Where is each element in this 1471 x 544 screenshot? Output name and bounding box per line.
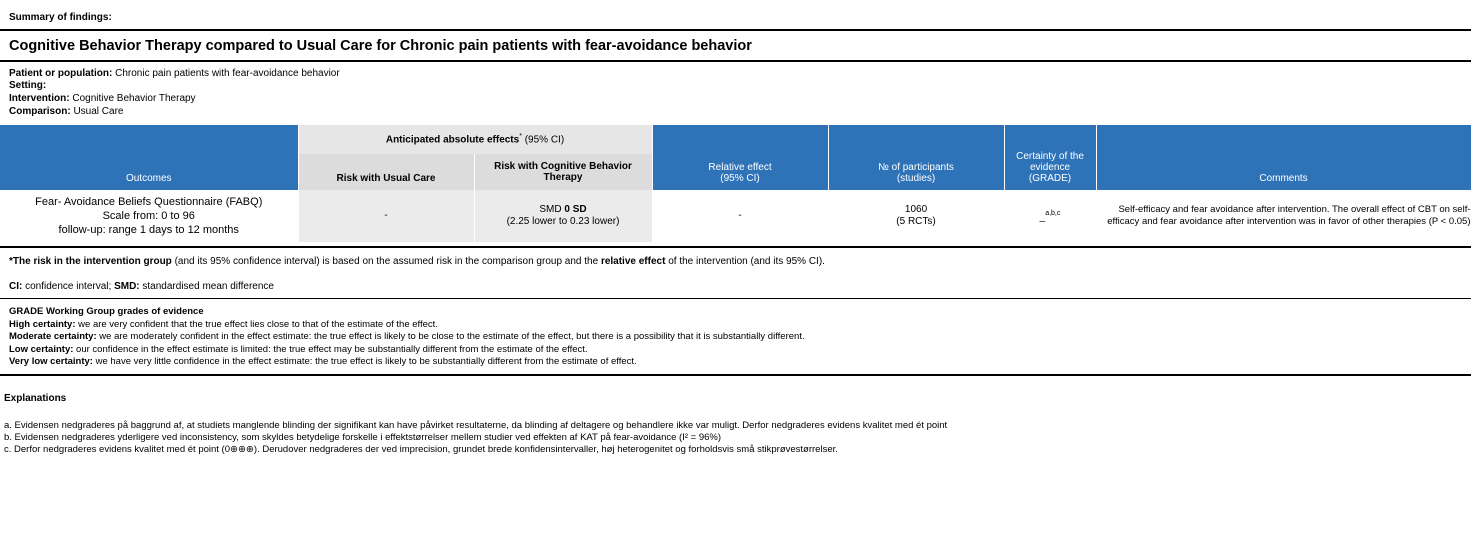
setting-line (9, 81, 46, 92)
comments-line1: Self-efficacy and fear avoidance after intervention. The overall effect of CBT on self- (1118, 204, 1471, 215)
explanation-item: b. Evidensen nedgraderes yderligere ved inconsistency, som skyldes betydelige forskelle i effektstørrelser mellem studier ved effekten af KAT på fear-avoidance (I² = 96%) (4, 432, 721, 443)
comparison-line (9, 107, 123, 118)
header-relative-line1: Relative effect (708, 162, 772, 173)
grade-text: we are moderately confident in the effect estimate: the true effect is likely to be close to the estimate of the effect, but there is a possibility that it is substantially different. (96, 331, 805, 342)
footnote-risk-text2: of the intervention (and its 95% CI). (665, 256, 825, 267)
grade-text: we are very confident that the true effect lies close to that of the estimate of the effect. (75, 318, 438, 330)
page-title: Cognitive Behavior Therapy compared to Usual Care for Chronic pain patients with fear-avoidance behavior (9, 38, 752, 54)
comments-cell (1096, 190, 1471, 242)
header-certainty-line3: (GRADE) (1028, 173, 1072, 184)
intervention-value: Cognitive Behavior Therapy (72, 93, 196, 104)
abbrev-smd-label: SMD: (114, 281, 140, 292)
risk-usual-cell: - (298, 190, 474, 242)
intervention-label: Intervention: (9, 93, 70, 104)
abbrev-smd-text: standardised mean difference (139, 281, 274, 292)
population-label: Patient or population: (9, 68, 113, 79)
grade-label: Very low certainty: (9, 356, 93, 367)
grade-line-moderate (9, 331, 805, 344)
summary-label: Summary of findings: (9, 12, 112, 23)
grade-label: Moderate certainty: (9, 331, 97, 342)
header-risk-cbt: Risk with Cognitive Behavior Therapy (474, 154, 652, 190)
outcome-scale: Scale from: 0 to 96 (102, 210, 195, 222)
comparison-label: Comparison: (9, 106, 71, 117)
header-anticipated-ci: (95% CI) (521, 134, 565, 146)
grade-text: we have very little confidence in the effect estimate: the true effect is likely to be substantially different from the estimate of effect. (92, 356, 637, 367)
grade-line-high (9, 319, 805, 332)
smd-value: 0 SD (564, 204, 587, 215)
certainty-rating: _ (1039, 211, 1046, 223)
header-anticipated-star: * (519, 133, 522, 141)
abbreviations (9, 281, 274, 292)
summary-table (0, 125, 1471, 242)
grade-section (9, 306, 805, 369)
comparison-value: Usual Care (73, 106, 124, 117)
relative-effect-cell: - (652, 190, 828, 242)
header-risk-usual: Risk with Usual Care (298, 154, 474, 190)
participants-count: 1060 (904, 204, 928, 215)
header-anticipated-effects (298, 125, 652, 154)
footnote-risk-bold2: relative effect (600, 256, 666, 267)
outcome-followup: follow-up: range 1 days to 12 months (58, 224, 239, 236)
abbrev-ci-label: CI: (9, 281, 23, 292)
header-relative-effect (652, 125, 828, 190)
grade-line-very-low (9, 356, 805, 369)
header-participants (828, 125, 1004, 190)
participants-cell (828, 190, 1004, 242)
intervention-line (9, 94, 196, 105)
header-comments: Comments (1096, 125, 1471, 190)
smd-range: (2.25 lower to 0.23 lower) (506, 216, 620, 227)
grade-line-low (9, 344, 805, 357)
explanation-item: c. Derfor nedgraderes evidens kvalitet med ét point (0⊕⊕⊕). Derudover nedgraderes der ved imprecision, grundet brede konfidensintervaller, høj heterogenitet og forholdsvis små stikprøvestørrelser. (4, 444, 838, 455)
population-line (9, 69, 340, 80)
header-certainty-line1: Certainty of the (1016, 151, 1084, 162)
footnote-risk (9, 256, 825, 267)
setting-label: Setting: (9, 80, 47, 91)
table-row (0, 190, 1471, 242)
outcome-cell (0, 190, 298, 242)
divider (0, 374, 1471, 376)
population-value: Chronic pain patients with fear-avoidance behavior (115, 68, 340, 79)
header-certainty (1004, 125, 1096, 190)
explanation-item: a. Evidensen nedgraderes på baggrund af, at studiets manglende blinding der signifikant kan have påvirket resultaterne, da blinding af deltagere og behandlere ikke var muligt. Derfor nedgraderes evidens kvalitet med ét point (4, 420, 948, 431)
divider (0, 60, 1471, 62)
grade-heading: GRADE Working Group grades of evidence (9, 306, 204, 317)
footnote-risk-bold1: *The risk in the intervention group (9, 256, 172, 267)
header-participants-line1: № of participants (878, 162, 954, 173)
divider (0, 246, 1471, 248)
risk-cbt-cell (474, 190, 652, 242)
explanations-list (4, 420, 947, 456)
divider (0, 298, 1471, 299)
grade-label: Low certainty: (9, 343, 74, 355)
header-relative-line2: (95% CI) (720, 173, 760, 184)
grade-label: High certainty: (9, 318, 76, 330)
explanations-heading: Explanations (4, 393, 67, 404)
certainty-footnotes: a,b,c (1045, 210, 1061, 218)
comments-line2: efficacy and fear avoidance after intervention was in favor of other therapies (P < 0.05) (1107, 216, 1471, 227)
header-certainty-line2: evidence (1030, 162, 1071, 173)
abbrev-ci-text: confidence interval; (22, 281, 115, 292)
header-participants-line2: (studies) (896, 173, 936, 184)
participants-studies: (5 RCTs) (896, 216, 936, 227)
grade-text: our confidence in the effect estimate is limited: the true effect may be substantially different from the estimate of the effect. (73, 343, 588, 355)
footnote-risk-text1: (and its 95% confidence interval) is based on the assumed risk in the comparison group and the (171, 256, 601, 267)
certainty-cell (1004, 190, 1096, 242)
divider (0, 29, 1471, 31)
header-anticipated-text: Anticipated absolute effects (385, 134, 520, 146)
header-outcomes: Outcomes (0, 125, 298, 190)
outcome-name: Fear- Avoidance Beliefs Questionnaire (FABQ) (35, 196, 263, 208)
smd-prefix: SMD (539, 204, 565, 215)
